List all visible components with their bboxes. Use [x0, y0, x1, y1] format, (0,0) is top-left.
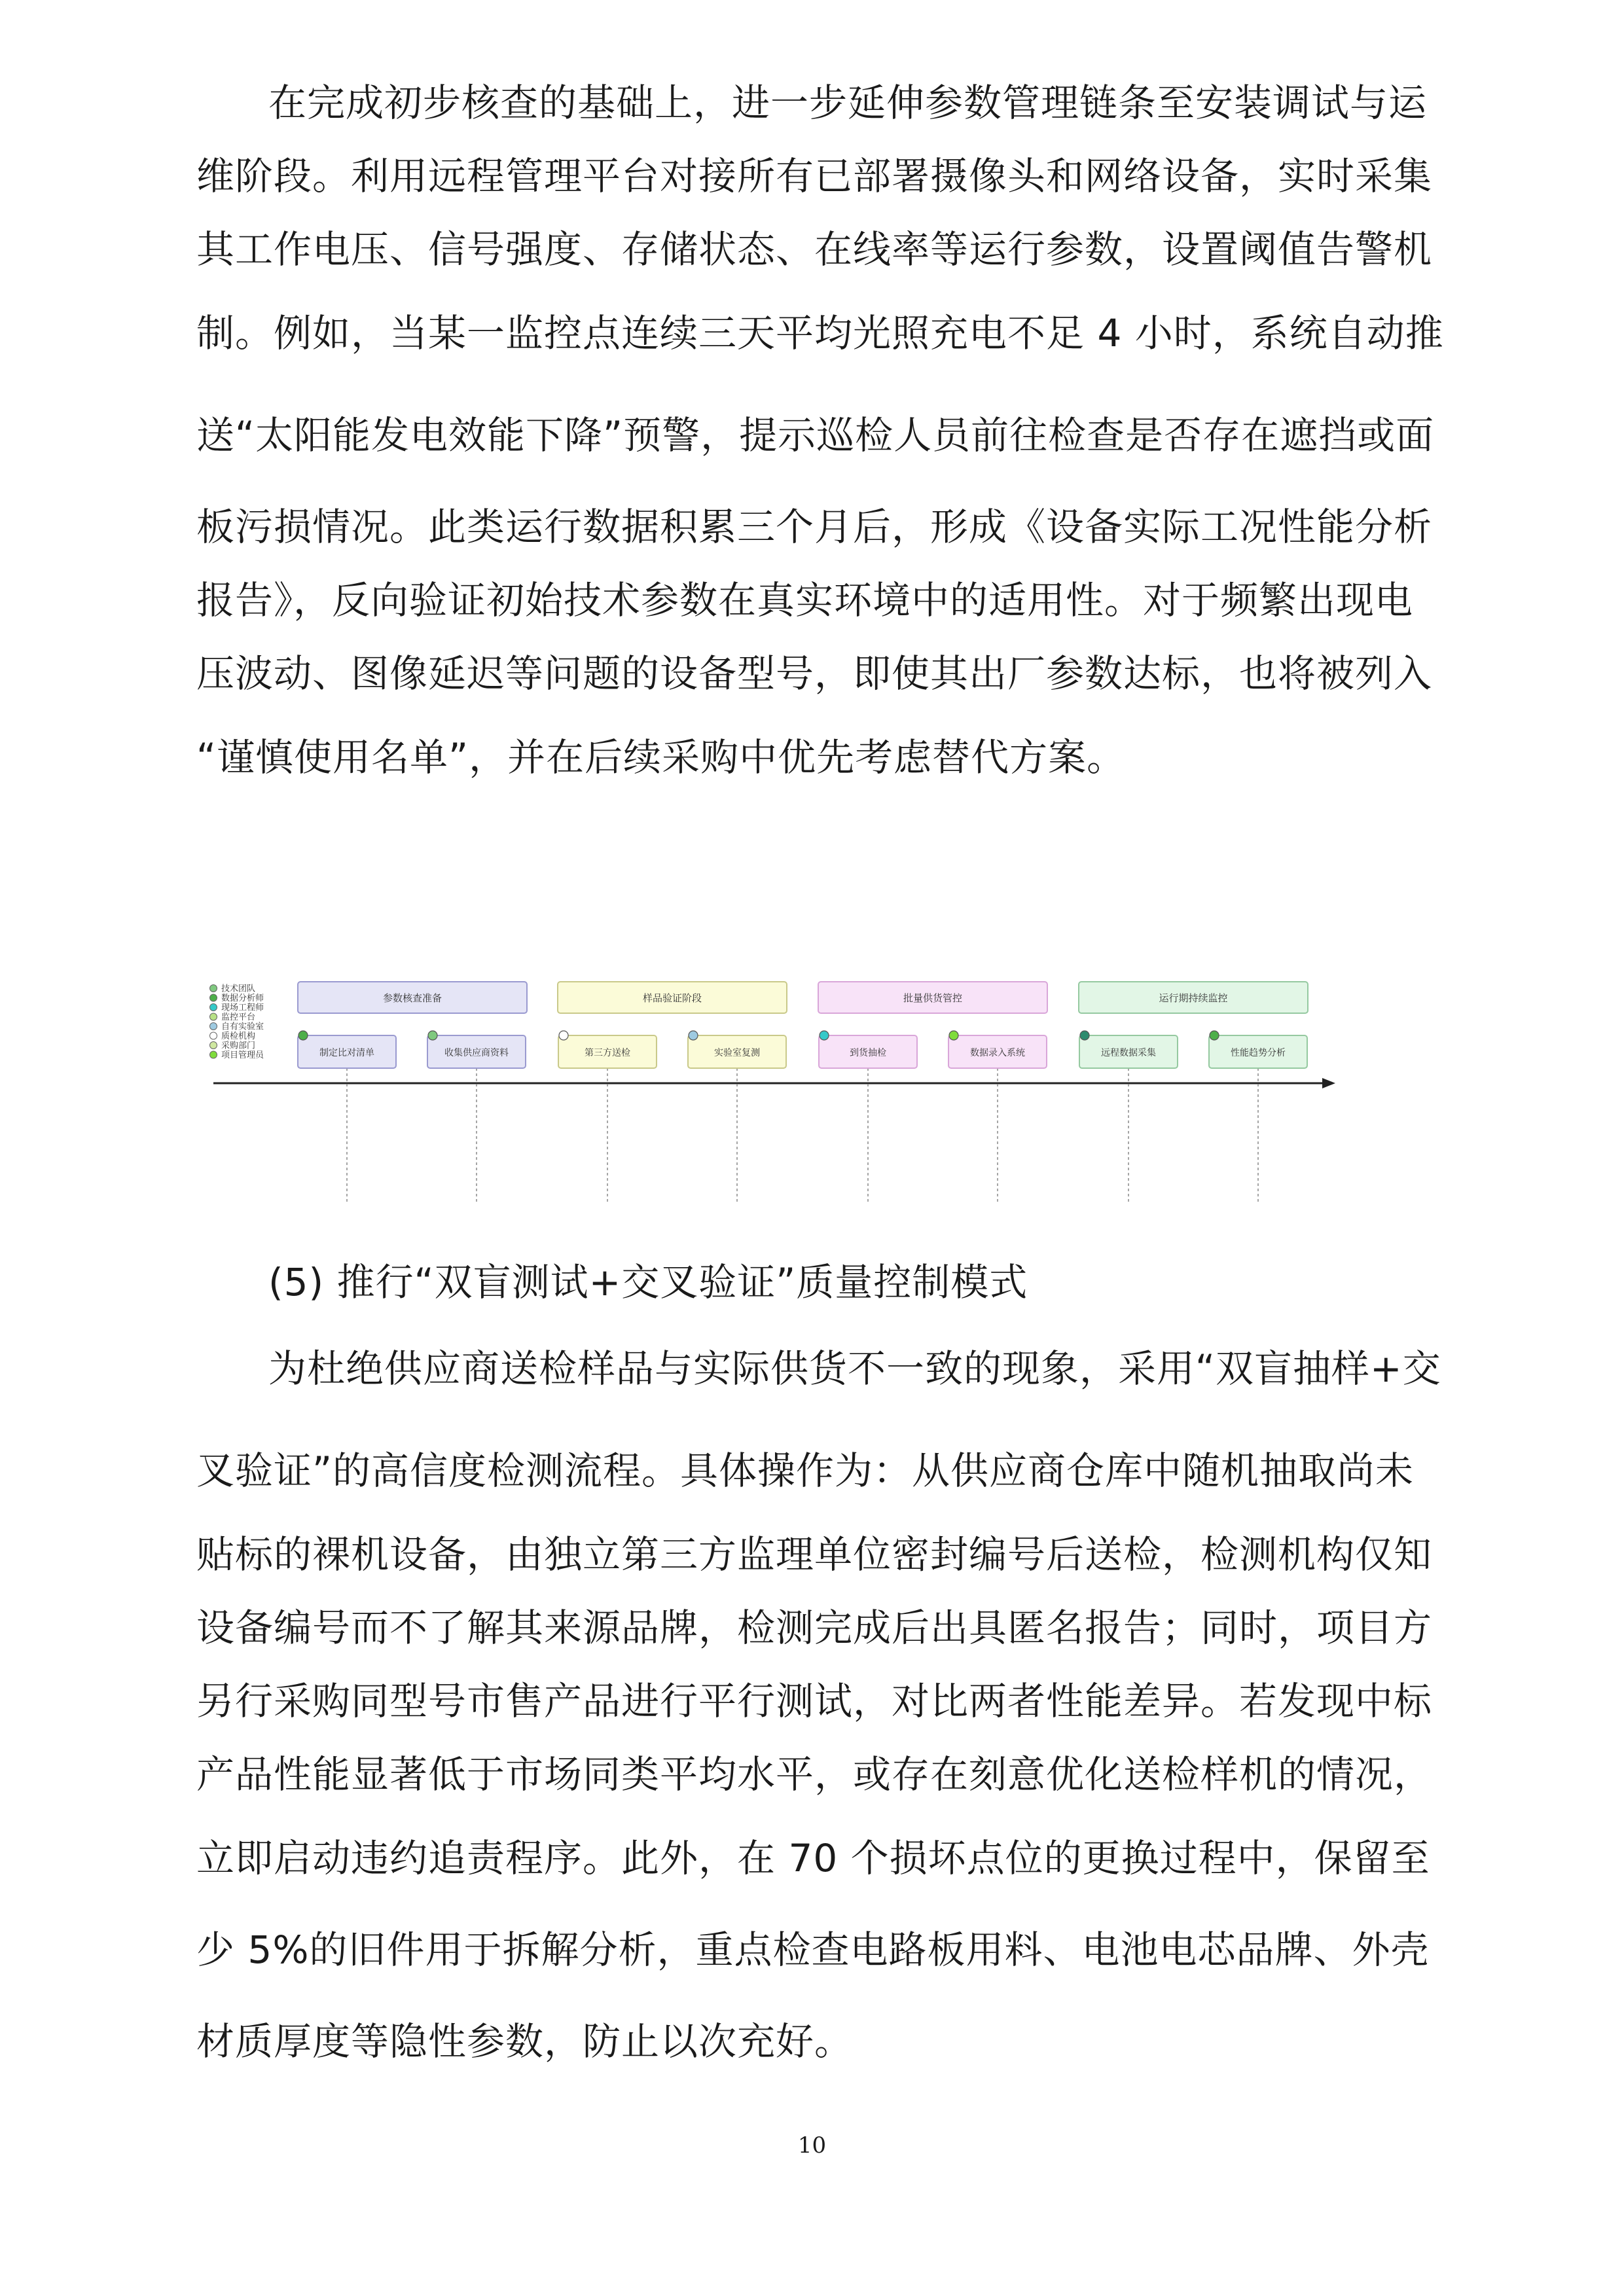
- phase-label: 批量供货管控: [903, 992, 963, 1004]
- task-label: 收集供应商资料: [444, 1048, 509, 1058]
- text-line: 送“太阳能发电效能下降”预警，提示巡检人员前往检查是否存在遮挡或面: [196, 413, 1435, 457]
- text-line: 另行采购同型号市售产品进行平行测试，对比两者性能差异。若发现中标: [196, 1679, 1433, 1723]
- timeline: [213, 982, 1335, 1204]
- task-role-marker: [559, 1031, 568, 1040]
- text-line: 少 5%的旧件用于拆解分析，重点检查电路板用料、电池电芯品牌、外壳: [196, 1928, 1430, 1972]
- legend-label: 数据分析师: [221, 994, 264, 1003]
- legend-marker: [210, 1023, 217, 1030]
- legend-marker: [210, 1013, 217, 1020]
- task-role-marker: [949, 1031, 958, 1040]
- text-line: 贴标的裸机设备，由独立第三方监理单位密封编号后送检，检测机构仅知: [196, 1532, 1433, 1577]
- role-legend: [210, 984, 265, 1061]
- legend-marker: [210, 1051, 217, 1058]
- text-line: 维阶段。利用远程管理平台对接所有已部署摄像头和网络设备，实时采集: [196, 154, 1433, 198]
- quality-control-timeline-diagram: [196, 962, 1348, 1224]
- task-role-marker: [1080, 1031, 1089, 1040]
- task-label: 数据录入系统: [970, 1048, 1025, 1058]
- legend-marker: [210, 1032, 217, 1039]
- text-line: “谨慎使用名单”，并在后续采购中优先考虑替代方案。: [196, 735, 1126, 780]
- task-label: 制定比对清单: [319, 1048, 374, 1058]
- text-line: 板污损情况。此类运行数据积累三个月后，形成《设备实际工况性能分析: [196, 505, 1433, 549]
- phase-label: 参数核查准备: [382, 992, 442, 1004]
- page-number: 10: [797, 2132, 827, 2159]
- text-line: 在完成初步核查的基础上，进一步延伸参数管理链条至安装调试与运: [268, 81, 1428, 125]
- legend-label: 采购部门: [221, 1041, 256, 1051]
- task-label: 第三方送检: [585, 1048, 630, 1058]
- legend-label: 现场工程师: [221, 1003, 264, 1013]
- text-line: 材质厚度等隐性参数，防止以次充好。: [196, 2019, 854, 2064]
- phase-label: 样品验证阶段: [642, 992, 702, 1004]
- text-line: 立即启动违约追责程序。此外，在 70 个损坏点位的更换过程中，保留至: [196, 1836, 1430, 1880]
- text-line: 压波动、图像延迟等问题的设备型号，即使其出厂参数达标，也将被列入: [196, 651, 1433, 696]
- section-heading: (5) 推行“双盲测试+交叉验证”质量控制模式: [268, 1260, 1028, 1304]
- task-role-marker: [298, 1031, 308, 1040]
- text-line: 报告》，反向验证初始技术参数在真实环境中的适用性。对于频繁出现电: [196, 578, 1414, 622]
- legend-label: 质检机构: [221, 1031, 256, 1041]
- task-role-marker: [820, 1031, 829, 1040]
- text-line: 为杜绝供应商送检样品与实际供货不一致的现象，采用“双盲抽样+交: [268, 1346, 1441, 1391]
- text-line: 其工作电压、信号强度、存储状态、在线率等运行参数，设置阈值告警机: [196, 227, 1433, 272]
- task-role-marker: [1210, 1031, 1219, 1040]
- legend-marker: [210, 994, 217, 1001]
- legend-marker: [210, 1004, 217, 1011]
- text-line: 设备编号而不了解其来源品牌，检测完成后出具匿名报告；同时，项目方: [196, 1605, 1433, 1650]
- legend-label: 监控平台: [221, 1013, 256, 1022]
- timeline-arrowhead: [1322, 1078, 1335, 1088]
- legend-label: 技术团队: [221, 984, 256, 994]
- text-line: 叉验证”的高信度检测流程。具体操作为：从供应商仓库中随机抽取尚未: [196, 1448, 1415, 1493]
- task-label: 到货抽检: [850, 1048, 886, 1058]
- task-label: 远程数据采集: [1101, 1048, 1156, 1058]
- legend-marker: [210, 1042, 217, 1049]
- text-line: 制。例如，当某一监控点连续三天平均光照充电不足 4 小时，系统自动推: [196, 311, 1444, 355]
- text-line: 产品性能显著低于市场同类平均水平，或存在刻意优化送检样机的情况，: [196, 1752, 1433, 1797]
- task-role-marker: [428, 1031, 437, 1040]
- legend-marker: [210, 985, 217, 992]
- legend-label: 自有实验室: [221, 1022, 264, 1032]
- task-label: 性能趋势分析: [1231, 1048, 1286, 1058]
- phase-label: 运行期持续监控: [1159, 992, 1228, 1004]
- task-label: 实验室复测: [714, 1048, 760, 1058]
- task-role-marker: [689, 1031, 698, 1040]
- legend-label: 项目管理员: [221, 1050, 264, 1060]
